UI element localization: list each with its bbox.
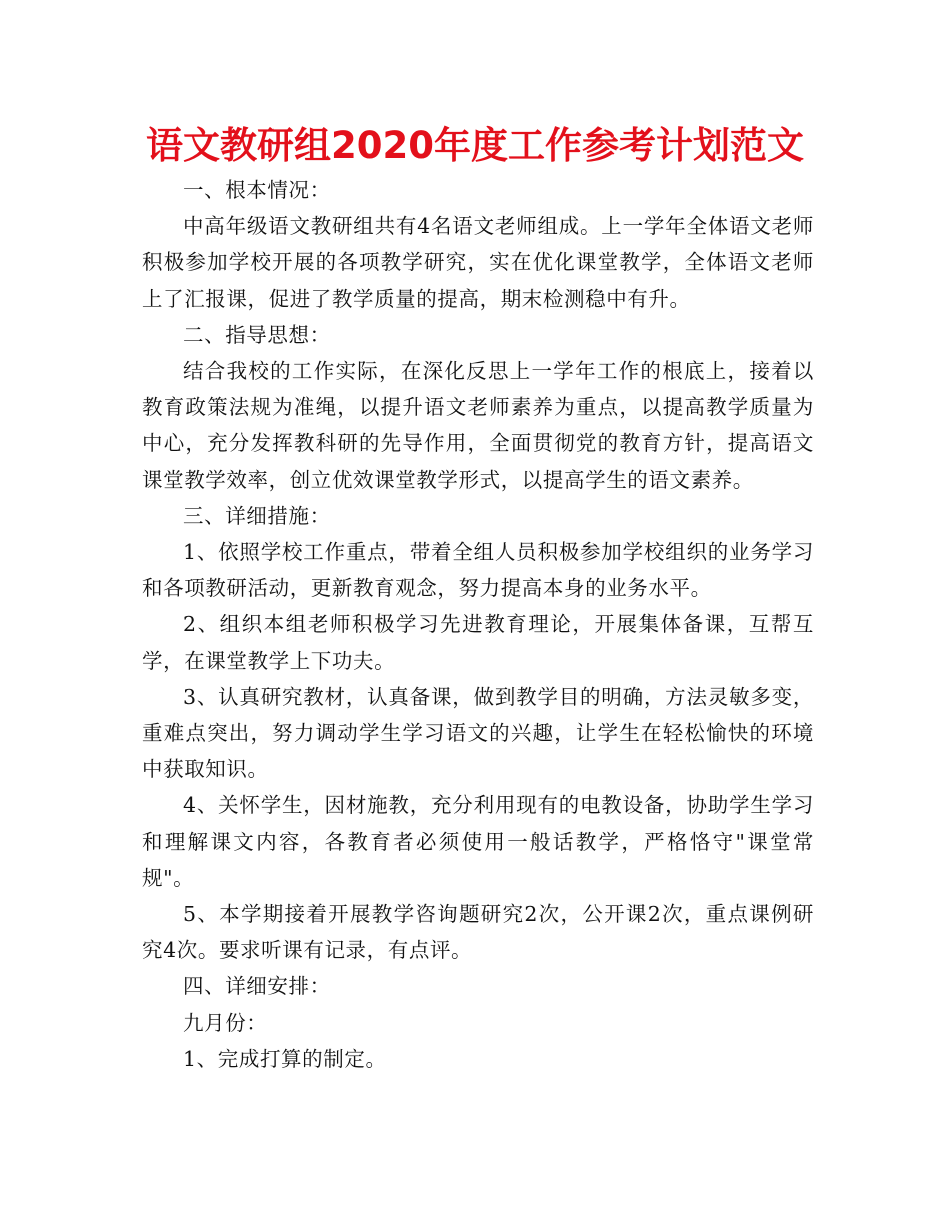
section-heading-guiding-ideology: 二、指导思想： — [183, 322, 331, 347]
measure-item-5: 5、本学期接着开展教学咨询题研究2次，公开课2次，重点课例研究4次。要求听课有记录，有点评。 — [142, 902, 814, 963]
measure-item-1: 1、依照学校工作重点，带着全组人员积极参加学校组织的业务学习和各项教研活动，更新教育观念，努力提高本身的业务水平。 — [142, 540, 814, 601]
september-item-1: 1、完成打算的制定。 — [183, 1046, 387, 1071]
paragraph-basic-situation: 中高年级语文教研组共有4名语文老师组成。上一学年全体语文老师积极参加学校开展的各项教学研究，实在优化课堂教学，全体语文老师上了汇报课，促进了教学质量的提高，期末检测稳中有升。 — [142, 214, 814, 311]
document-body — [142, 172, 814, 1077]
measure-item-3: 3、认真研究教材，认真备课，做到教学目的明确，方法灵敏多变，重难点突出，努力调动学生学习语文的兴趣，让学生在轻松愉快的环境中获取知识。 — [142, 684, 814, 782]
section-heading-measures: 三、详细措施： — [183, 503, 331, 528]
measure-item-4: 4、关怀学生，因材施教，充分利用现有的电教设备，协助学生学习和理解课文内容，各教育者必须使用一般话教学，严格恪守"课堂常规"。 — [142, 793, 814, 890]
measure-item-2: 2、组织本组老师积极学习先进教育理论，开展集体备课，互帮互学，在课堂教学上下功夫。 — [142, 612, 814, 673]
document-title: 语文教研组2020年度工作参考计划范文 — [146, 124, 804, 167]
section-heading-arrangement: 四、详细安排： — [183, 974, 331, 999]
section-heading-basic-situation: 一、根本情况： — [183, 178, 331, 202]
month-heading-september: 九月份： — [183, 1010, 268, 1035]
paragraph-guiding-ideology: 结合我校的工作实际，在深化反思上一学年工作的根底上，接着以教育政策法规为准绳，以提升语文老师素养为重点，以提高教学质量为中心，充分发挥教科研的先导作用，全面贯彻党的教育方针，提高语文课堂教学效率，创立优效课堂教学形式，以提高学生的语文素养。 — [142, 359, 814, 492]
